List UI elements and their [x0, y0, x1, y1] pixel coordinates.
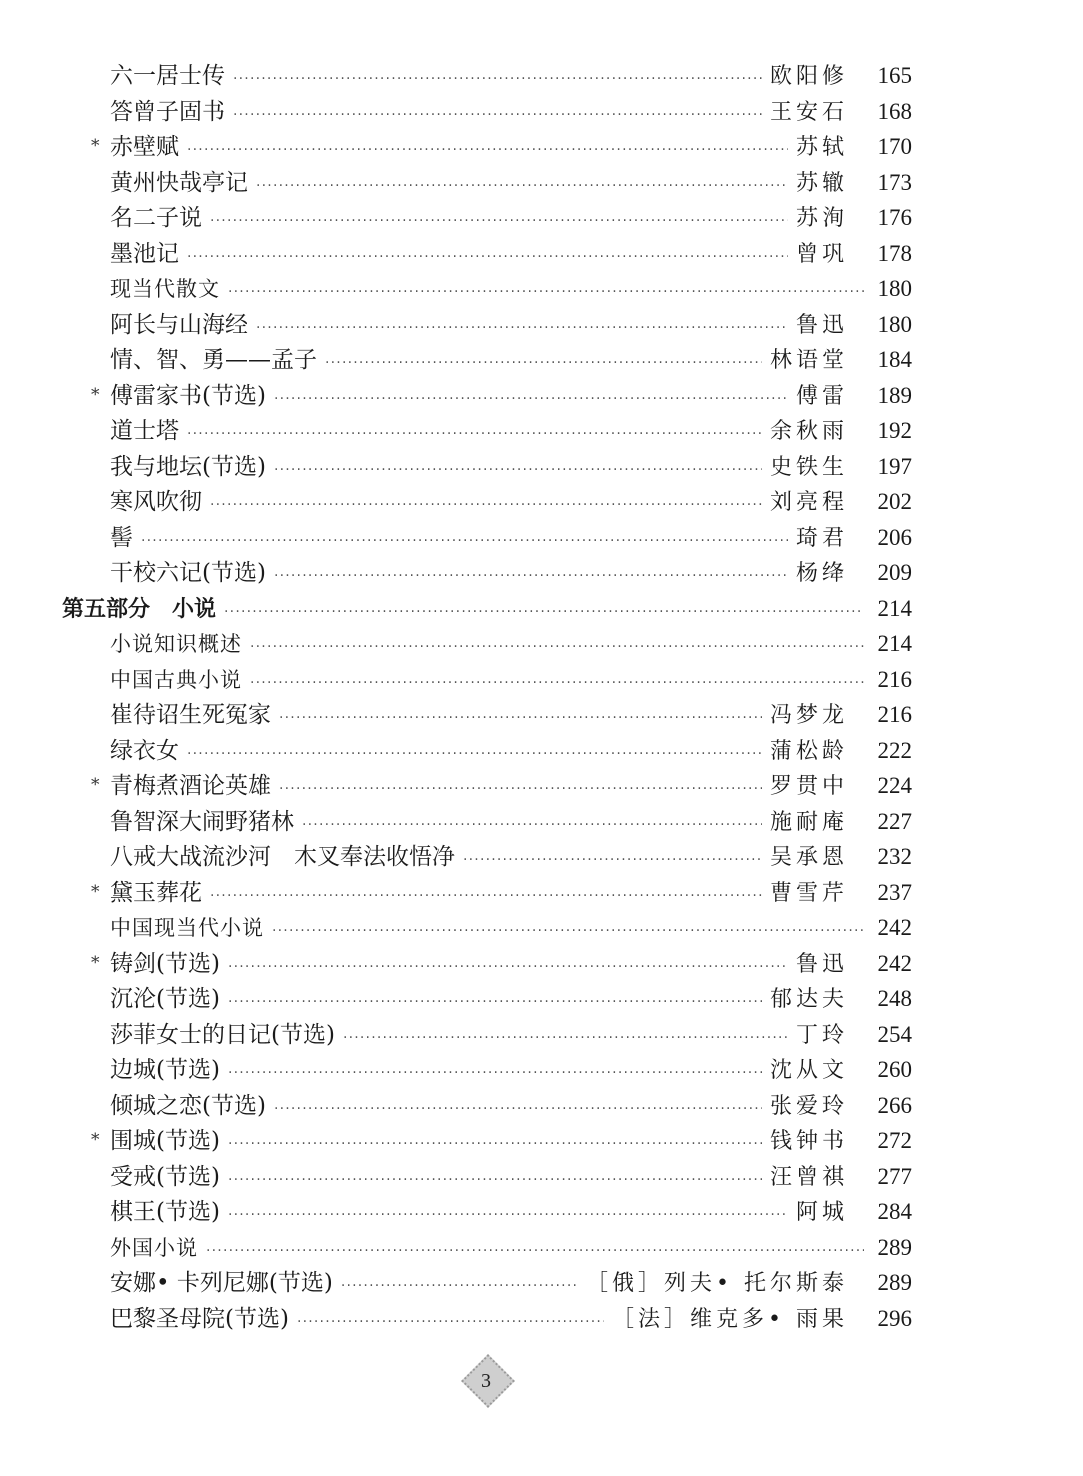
dot-leader: [210, 879, 762, 915]
toc-author: 汪曾祺: [769, 1164, 848, 1190]
toc-page-number: 248: [877, 986, 912, 1011]
toc-page-number: 272: [877, 1128, 912, 1153]
toc-page-number: 170: [877, 134, 912, 159]
dot-leader: [228, 1198, 788, 1234]
page-number: 3: [481, 1370, 491, 1392]
star-marker-icon: *: [91, 775, 100, 795]
toc-entry[interactable]: [62, 1123, 912, 1159]
dot-leader: [341, 1269, 578, 1305]
star-marker-icon: *: [91, 952, 100, 973]
toc-title: 边城(节选): [110, 1057, 220, 1083]
toc-page-number: 165: [877, 63, 912, 88]
toc-entry[interactable]: [62, 94, 912, 130]
toc-page-number: 284: [877, 1199, 912, 1224]
table-of-contents: [62, 58, 912, 1336]
toc-entry[interactable]: [62, 981, 912, 1017]
toc-section-heading[interactable]: [62, 910, 912, 946]
toc-page-number: 180: [877, 276, 912, 301]
dot-leader: [274, 559, 788, 595]
toc-title: 名二子说: [110, 205, 202, 231]
toc-section-heading[interactable]: [62, 626, 912, 662]
toc-title: 围城(节选): [110, 1128, 220, 1154]
dot-leader: [343, 1021, 788, 1057]
toc-title: 黛玉葬花: [110, 879, 202, 906]
dot-leader: [256, 169, 788, 205]
star-marker-icon: *: [91, 384, 100, 405]
toc-entry[interactable]: [62, 804, 912, 840]
toc-page-number: 242: [877, 915, 912, 940]
toc-entry[interactable]: [62, 165, 912, 201]
dot-leader: [228, 275, 864, 311]
toc-title: 干校六记(节选): [110, 560, 266, 586]
toc-page-number: 232: [877, 844, 912, 869]
toc-entry[interactable]: [62, 307, 912, 343]
toc-section-heading[interactable]: [62, 1230, 912, 1266]
toc-page-number: 266: [877, 1092, 912, 1118]
toc-author: 施耐庵: [769, 809, 848, 835]
toc-entry[interactable]: [62, 1265, 912, 1301]
toc-author: 沈从文: [769, 1058, 848, 1083]
toc-author: 鲁迅: [795, 951, 848, 977]
toc-title: 棋王(节选): [110, 1199, 220, 1225]
toc-part-heading[interactable]: [62, 591, 912, 627]
toc-page-number: 277: [877, 1163, 912, 1189]
dot-leader: [325, 346, 762, 382]
toc-author: ［法］维克多• 雨果: [612, 1306, 848, 1332]
dot-leader: [297, 1305, 604, 1341]
toc-title: 髻: [110, 524, 133, 551]
toc-title: 鲁智深大闹野猪林: [110, 808, 294, 835]
toc-entry[interactable]: [62, 697, 912, 733]
toc-author: 张爱玲: [769, 1093, 848, 1119]
toc-title: 崔待诏生死冤家: [110, 702, 271, 728]
toc-author: 吴承恩: [769, 845, 848, 870]
dot-leader: [233, 98, 762, 134]
toc-author: 史铁生: [769, 454, 848, 480]
toc-title: 第五部分 小说: [62, 596, 217, 622]
toc-author: 苏辙: [795, 170, 848, 196]
toc-title: 铸剑(节选): [110, 950, 220, 977]
toc-author: 苏轼: [795, 135, 848, 160]
toc-page-number: 176: [877, 205, 912, 230]
toc-title: 巴黎圣母院(节选): [110, 1305, 289, 1332]
toc-author: 冯梦龙: [769, 703, 848, 728]
toc-title: 答曾子固书: [110, 98, 225, 125]
dot-leader: [228, 1163, 762, 1199]
toc-entry[interactable]: [62, 555, 912, 591]
page-footer: [0, 1352, 1083, 1412]
toc-author: 傅雷: [795, 383, 848, 409]
toc-page-number: 197: [877, 453, 912, 479]
star-marker-icon: *: [91, 136, 100, 156]
toc-author: 林语堂: [769, 348, 848, 373]
toc-entry[interactable]: [62, 58, 912, 94]
toc-author: 鲁迅: [795, 312, 848, 338]
toc-entry[interactable]: [62, 129, 912, 165]
toc-page-number: 227: [877, 808, 912, 834]
toc-page-number: 222: [877, 737, 912, 763]
dot-leader: [210, 488, 762, 524]
toc-page-number: 289: [877, 1270, 912, 1295]
toc-entry[interactable]: [62, 946, 912, 982]
toc-author: 罗贯中: [769, 774, 848, 799]
dot-leader: [224, 595, 864, 631]
toc-title: 青梅煮酒论英雄: [110, 773, 271, 799]
toc-entry[interactable]: [62, 1194, 912, 1230]
toc-author: 阿城: [795, 1200, 848, 1225]
toc-title: 安娜• 卡列尼娜(节选): [110, 1270, 333, 1296]
dot-leader: [233, 62, 762, 98]
toc-title: 外国小说: [110, 1235, 198, 1260]
toc-page-number: 254: [877, 1021, 912, 1047]
toc-author: 钱钟书: [769, 1129, 848, 1154]
toc-page-number: 260: [877, 1057, 912, 1082]
toc-entry[interactable]: [62, 768, 912, 804]
toc-title: 中国现当代小说: [110, 916, 264, 940]
dot-leader: [250, 630, 864, 666]
toc-author: 欧阳修: [769, 64, 848, 89]
toc-page-number: 216: [877, 666, 912, 692]
toc-title: 墨池记: [110, 240, 179, 267]
toc-author: 琦君: [795, 525, 848, 551]
toc-author: 杨绛: [795, 561, 848, 586]
toc-page-number: 216: [877, 702, 912, 727]
toc-entry[interactable]: [62, 1159, 912, 1195]
dot-leader: [187, 417, 762, 453]
toc-entry[interactable]: [62, 413, 912, 449]
toc-entry[interactable]: [62, 484, 912, 520]
dot-leader: [210, 204, 788, 240]
toc-entry[interactable]: [62, 839, 912, 875]
toc-title: 傅雷家书(节选): [110, 382, 266, 409]
toc-page-number: 206: [877, 524, 912, 550]
dot-leader: [187, 737, 762, 773]
toc-entry[interactable]: [62, 733, 912, 769]
toc-page-number: 180: [877, 311, 912, 337]
dot-leader: [228, 950, 788, 986]
toc-section-heading[interactable]: [62, 271, 912, 307]
toc-page-number: 189: [877, 382, 912, 408]
toc-entry[interactable]: [62, 1017, 912, 1053]
toc-entry[interactable]: [62, 342, 912, 378]
toc-title: 沉沦(节选): [110, 986, 220, 1012]
dot-leader: [228, 985, 762, 1021]
toc-title: 阿长与山海经: [110, 311, 248, 338]
star-marker-icon: *: [91, 881, 100, 902]
toc-title: 受戒(节选): [110, 1163, 220, 1190]
toc-author: 王安石: [769, 99, 848, 125]
toc-page-number: 173: [877, 169, 912, 195]
toc-page-number: 214: [877, 631, 912, 656]
toc-author: 苏洵: [795, 206, 848, 231]
toc-author: 曾巩: [795, 241, 848, 267]
toc-entry[interactable]: [62, 1088, 912, 1124]
dot-leader: [187, 133, 788, 169]
toc-title: 倾城之恋(节选): [110, 1092, 266, 1119]
toc-author: 丁玲: [795, 1022, 848, 1048]
toc-title: 绿衣女: [110, 737, 179, 764]
dot-leader: [250, 666, 864, 702]
dot-leader: [279, 701, 762, 737]
toc-title: 黄州快哉亭记: [110, 169, 248, 196]
toc-page-number: 237: [877, 879, 912, 905]
toc-title: 小说知识概述: [110, 632, 242, 656]
toc-entry[interactable]: [62, 520, 912, 556]
toc-page-number: 209: [877, 560, 912, 585]
toc-page-number: 178: [877, 240, 912, 266]
toc-entry[interactable]: [62, 200, 912, 236]
dot-leader: [256, 311, 788, 347]
toc-page-number: 202: [877, 489, 912, 514]
toc-author: 余秋雨: [769, 419, 848, 444]
toc-page-number: 289: [877, 1234, 912, 1260]
dot-leader: [272, 914, 864, 950]
dot-leader: [274, 453, 762, 489]
toc-page-number: 242: [877, 950, 912, 976]
toc-entry[interactable]: [62, 236, 912, 272]
toc-title: 情、智、勇——孟子: [110, 347, 317, 373]
toc-author: ［俄］列夫• 托尔斯泰: [586, 1271, 848, 1296]
dot-leader: [279, 772, 762, 808]
toc-author: 刘亮程: [769, 490, 848, 515]
dot-leader: [141, 524, 788, 560]
dot-leader: [302, 808, 762, 844]
toc-title: 八戒大战流沙河 木叉奉法收悟净: [110, 844, 455, 870]
toc-page-number: 296: [877, 1305, 912, 1331]
dot-leader: [228, 1127, 762, 1163]
toc-entry[interactable]: [62, 875, 912, 911]
toc-section-heading[interactable]: [62, 662, 912, 698]
toc-page-number: 168: [877, 98, 912, 124]
toc-title: 现当代散文: [110, 277, 220, 301]
toc-entry[interactable]: [62, 378, 912, 414]
dot-leader: [274, 382, 788, 418]
toc-entry[interactable]: [62, 1301, 912, 1337]
toc-title: 道士塔: [110, 418, 179, 444]
toc-author: 曹雪芹: [769, 880, 848, 906]
dot-leader: [187, 240, 788, 276]
toc-title: 寒风吹彻: [110, 489, 202, 515]
dot-leader: [274, 1092, 762, 1128]
toc-title: 六一居士传: [110, 63, 225, 89]
dot-leader: [206, 1234, 864, 1270]
dot-leader: [463, 843, 762, 879]
toc-title: 莎菲女士的日记(节选): [110, 1021, 335, 1048]
toc-page-number: 224: [877, 773, 912, 798]
toc-author: 蒲松龄: [769, 738, 848, 764]
toc-author: 郁达夫: [769, 987, 848, 1012]
star-marker-icon: *: [91, 1130, 100, 1150]
toc-page-number: 192: [877, 418, 912, 443]
toc-entry[interactable]: [62, 1052, 912, 1088]
toc-page-number: 184: [877, 347, 912, 372]
toc-title: 赤壁赋: [110, 134, 179, 160]
dot-leader: [228, 1056, 762, 1092]
toc-title: 中国古典小说: [110, 667, 242, 692]
toc-page-number: 214: [877, 595, 912, 621]
toc-entry[interactable]: [62, 449, 912, 485]
toc-title: 我与地坛(节选): [110, 453, 266, 480]
